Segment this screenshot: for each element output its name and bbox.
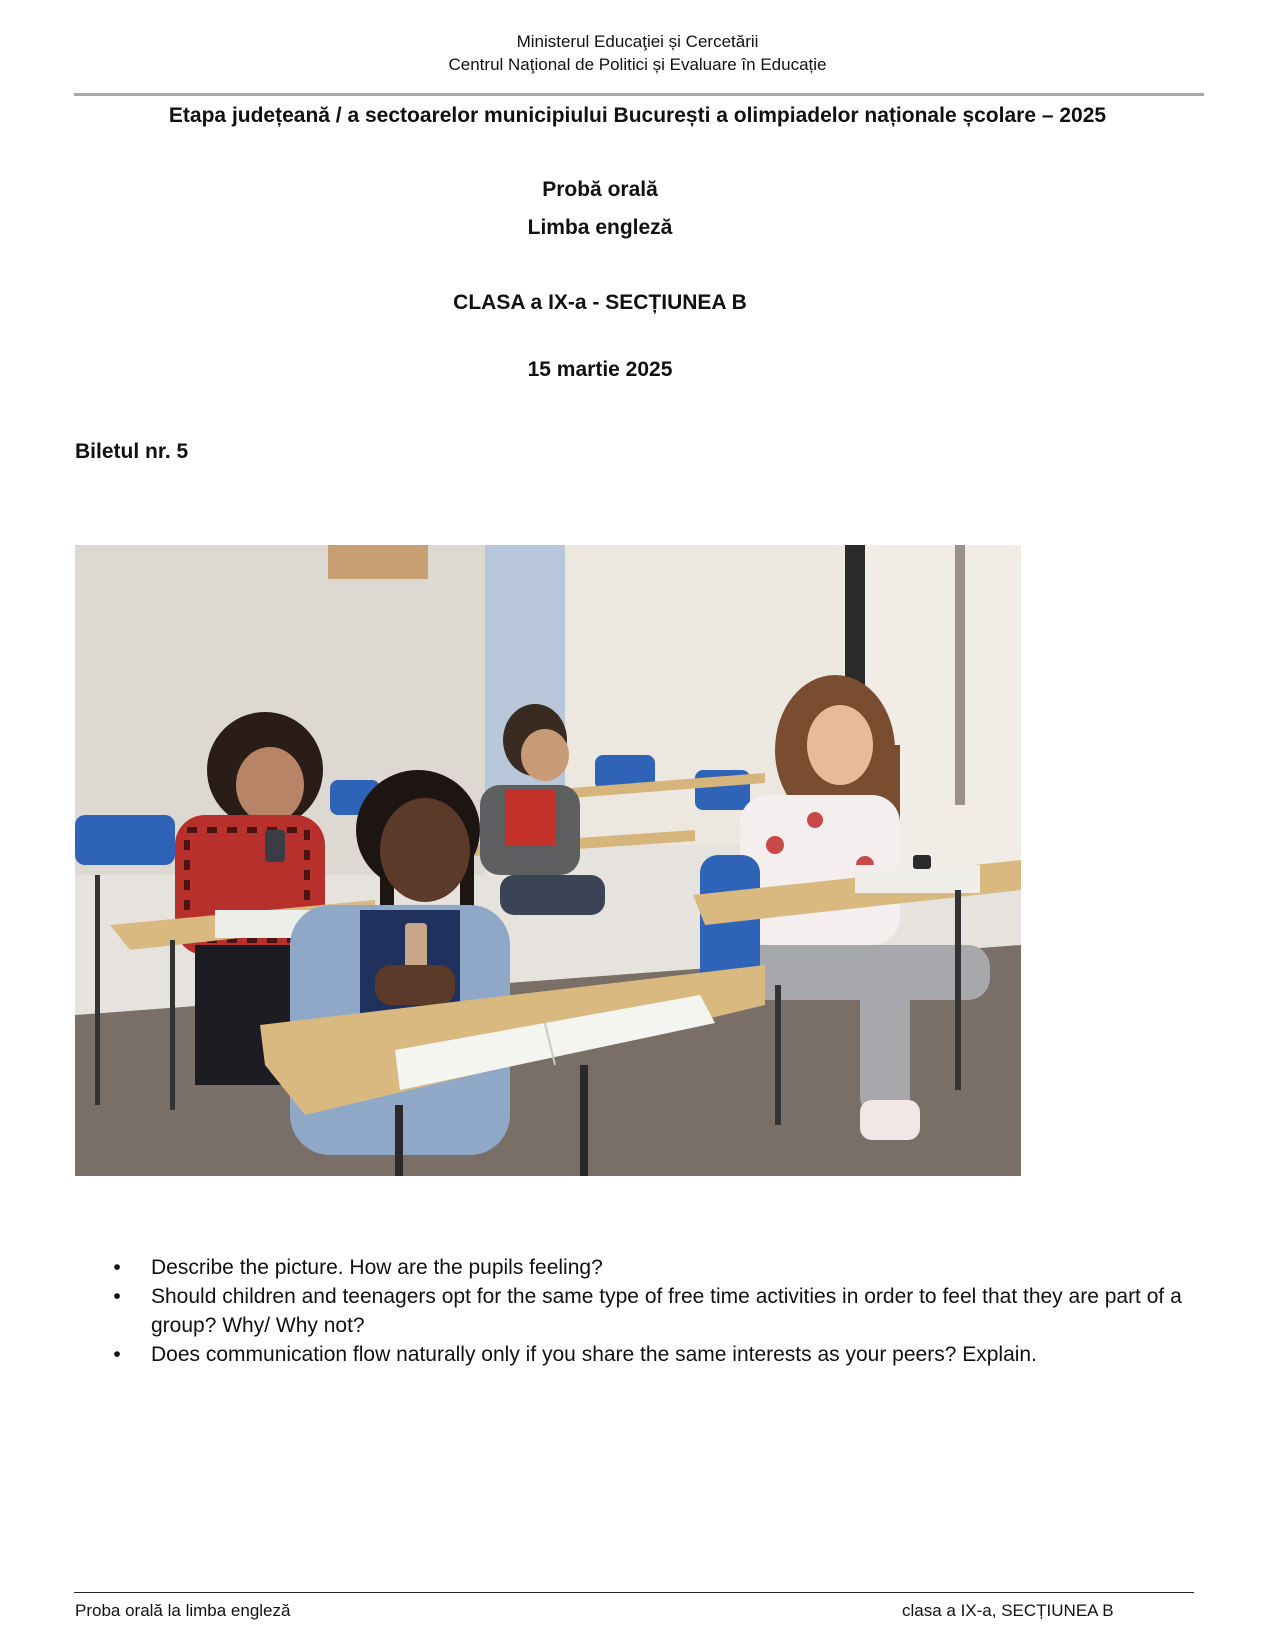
question-text: Should children and teenagers opt for the same type of free time activities in order to feel that they are part of a group? Why/ Why not? xyxy=(151,1285,1182,1337)
ministry-name: Ministerul Educaţiei și Cercetării xyxy=(516,32,759,51)
center-name: Centrul Naţional de Politici și Evaluare în Educație xyxy=(448,55,827,74)
list-item xyxy=(112,1340,1202,1369)
footer-right: clasa a IX-a, SECȚIUNEA B xyxy=(902,1601,1114,1620)
header-divider xyxy=(74,93,1204,96)
page-title: Etapa județeană / a sectoarelor municipiului București a olimpiadelor naționale școlare – 2025 xyxy=(168,104,1107,127)
list-item xyxy=(112,1253,1202,1282)
list-item xyxy=(112,1282,1202,1340)
bullet-icon: • xyxy=(113,1256,121,1279)
exam-subject: Limba engleză xyxy=(527,216,673,239)
footer-divider xyxy=(74,1592,1194,1593)
footer-left: Proba orală la limba engleză xyxy=(75,1601,291,1620)
exam-date: 15 martie 2025 xyxy=(527,358,673,381)
question-list xyxy=(112,1253,1202,1369)
bullet-icon: • xyxy=(113,1343,121,1366)
question-text: Does communication flow naturally only if you share the same interests as your peers? Explain. xyxy=(151,1343,1037,1366)
exam-type: Probă orală xyxy=(542,178,658,201)
classroom-photo xyxy=(75,545,1021,1176)
class-section: CLASA a IX-a - SECȚIUNEA B xyxy=(453,291,747,314)
question-text: Describe the picture. How are the pupils feeling? xyxy=(151,1256,603,1279)
bullet-icon: • xyxy=(113,1285,121,1308)
ticket-number: Biletul nr. 5 xyxy=(75,440,189,463)
